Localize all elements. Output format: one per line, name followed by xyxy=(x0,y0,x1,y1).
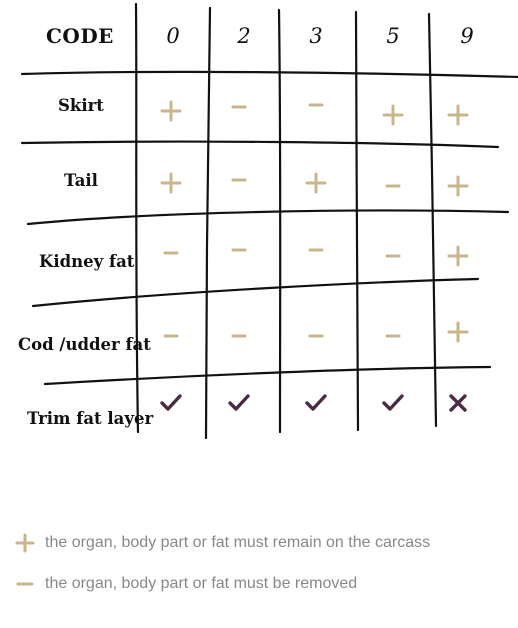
grid-line-v1 xyxy=(136,4,138,432)
row-label-cod-udder-fat: Cod /udder fat xyxy=(18,335,151,354)
cross-icon xyxy=(445,390,471,416)
plus-icon xyxy=(445,102,471,128)
minus-icon xyxy=(158,240,184,266)
check-icon xyxy=(380,390,406,416)
plus-icon xyxy=(158,98,184,124)
code-column-0: 0 xyxy=(166,24,180,48)
code-header: CODE xyxy=(46,24,114,48)
code-column-3: 3 xyxy=(309,24,323,48)
minus-icon xyxy=(303,92,329,118)
minus-icon xyxy=(380,323,406,349)
grid-line-h4 xyxy=(33,279,478,306)
plus-icon xyxy=(158,170,184,196)
minus-icon xyxy=(380,173,406,199)
minus-icon xyxy=(14,573,36,595)
minus-icon xyxy=(226,323,252,349)
code-column-9: 9 xyxy=(460,24,474,48)
row-label-kidney-fat: Kidney fat xyxy=(39,252,135,271)
plus-icon xyxy=(380,102,406,128)
plus-icon xyxy=(445,319,471,345)
minus-icon xyxy=(226,94,252,120)
grid-line-v4 xyxy=(356,12,358,430)
code-column-5: 5 xyxy=(386,24,400,48)
minus-icon xyxy=(303,323,329,349)
check-icon xyxy=(158,390,184,416)
legend-plus-text: the organ, body part or fat must remain on the carcass xyxy=(45,534,431,551)
plus-icon xyxy=(445,173,471,199)
minus-icon xyxy=(226,237,252,263)
minus-icon xyxy=(226,167,252,193)
minus-icon xyxy=(380,243,406,269)
plus-icon xyxy=(445,243,471,269)
minus-icon xyxy=(158,323,184,349)
check-icon xyxy=(226,390,252,416)
grid-line-h1 xyxy=(22,72,518,77)
check-icon xyxy=(303,390,329,416)
plus-icon xyxy=(14,532,36,554)
plus-icon xyxy=(303,170,329,196)
row-label-tail: Tail xyxy=(64,171,98,190)
row-label-skirt: Skirt xyxy=(58,96,104,115)
grid-line-h5 xyxy=(45,367,490,384)
legend-minus-text: the organ, body part or fat must be removed xyxy=(45,575,358,592)
row-label-trim-fat-layer: Trim fat layer xyxy=(27,409,154,428)
minus-icon xyxy=(303,237,329,263)
code-column-2: 2 xyxy=(237,24,251,48)
grid-line-h3 xyxy=(28,211,508,225)
grid-line-h2 xyxy=(22,142,498,147)
